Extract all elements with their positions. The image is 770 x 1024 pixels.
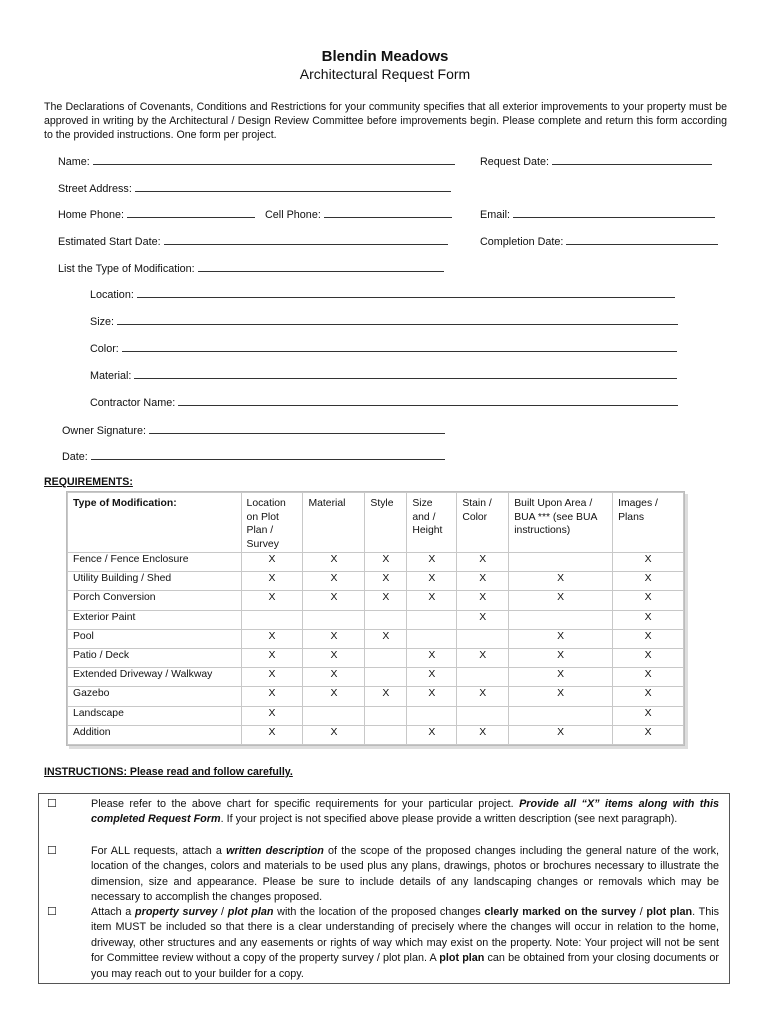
completion-date-field[interactable]: [480, 235, 718, 248]
requirement-cell: X: [613, 687, 684, 706]
instructions-box: [38, 793, 730, 984]
requirement-cell: X: [303, 668, 365, 687]
modification-name: Patio / Deck: [68, 648, 242, 667]
table-row: [68, 610, 684, 629]
requirement-cell: X: [407, 553, 457, 572]
table-row: [68, 648, 684, 667]
request-date-field[interactable]: [480, 155, 712, 168]
material-label: Material:: [90, 370, 132, 382]
modification-name: Porch Conversion: [68, 591, 242, 610]
requirement-cell: X: [407, 591, 457, 610]
requirements-table: [66, 491, 685, 746]
location-label: Location:: [90, 289, 134, 301]
requirement-cell: X: [407, 687, 457, 706]
start-date-label: Estimated Start Date:: [58, 236, 161, 248]
modification-name: Landscape: [68, 706, 242, 725]
requirement-cell: X: [457, 687, 509, 706]
checkbox-1[interactable]: ☐: [47, 798, 57, 810]
modification-name: Exterior Paint: [68, 610, 242, 629]
intro-paragraph: The Declarations of Covenants, Conditions and Restrictions for your community specifies that all exterior improvements to your property must be approved in writing by the Architectural / Design Review Committee before improvements begin. Please complete and return this form according to the provided instructions. One form per project.: [44, 101, 727, 141]
checkbox-2[interactable]: ☐: [47, 845, 57, 857]
requirement-cell: [365, 648, 407, 667]
modification-name: Fence / Fence Enclosure: [68, 553, 242, 572]
owner-signature-field[interactable]: [62, 424, 445, 437]
requirement-cell: [457, 706, 509, 725]
requirement-cell: X: [241, 648, 303, 667]
requirement-cell: X: [613, 725, 684, 744]
email-label: Email:: [480, 209, 510, 221]
requirement-cell: X: [613, 648, 684, 667]
requirement-cell: X: [509, 572, 613, 591]
requirement-cell: X: [241, 725, 303, 744]
requirement-cell: X: [303, 648, 365, 667]
requirement-cell: X: [365, 591, 407, 610]
requirement-cell: X: [613, 572, 684, 591]
requirement-cell: [365, 725, 407, 744]
requirement-cell: X: [365, 553, 407, 572]
size-label: Size:: [90, 316, 115, 328]
modification-name: Utility Building / Shed: [68, 572, 242, 591]
table-row: [68, 572, 684, 591]
requirement-cell: [457, 629, 509, 648]
col-header: Style: [365, 493, 407, 553]
email-field[interactable]: [480, 208, 715, 221]
contractor-field[interactable]: [90, 396, 678, 409]
requirement-cell: X: [407, 648, 457, 667]
requirement-cell: X: [365, 572, 407, 591]
table-row: [68, 668, 684, 687]
color-label: Color:: [90, 343, 119, 355]
col-header: Material: [303, 493, 365, 553]
requirement-cell: X: [613, 629, 684, 648]
contractor-label: Contractor Name:: [90, 397, 176, 409]
requirement-cell: X: [457, 610, 509, 629]
start-date-field[interactable]: [58, 235, 448, 248]
form-title: Blendin Meadows: [321, 48, 449, 65]
requirement-cell: X: [407, 668, 457, 687]
table-row: [68, 687, 684, 706]
date-label: Date:: [62, 451, 88, 463]
requirement-cell: X: [303, 629, 365, 648]
requirement-cell: X: [509, 668, 613, 687]
table-header-row: [68, 493, 684, 553]
requirement-cell: X: [303, 687, 365, 706]
modification-type-label: List the Type of Modification:: [58, 263, 195, 275]
requirement-cell: [303, 610, 365, 629]
color-field[interactable]: [90, 342, 677, 355]
requirement-cell: X: [457, 572, 509, 591]
requirement-cell: X: [303, 553, 365, 572]
requirement-cell: X: [241, 629, 303, 648]
col-header: Type of Modification:: [68, 493, 242, 553]
requirement-cell: X: [509, 687, 613, 706]
requirement-cell: [365, 610, 407, 629]
requirement-cell: X: [407, 572, 457, 591]
instructions-heading: INSTRUCTIONS: Please read and follow carefully.: [44, 766, 293, 778]
requirement-cell: X: [509, 725, 613, 744]
modification-name: Gazebo: [68, 687, 242, 706]
date-field[interactable]: [62, 450, 445, 463]
requirement-cell: X: [303, 725, 365, 744]
table-row: [68, 553, 684, 572]
instruction-paragraph-3: Attach a property survey / plot plan with the location of the proposed changes clearly marked on the survey / plot plan. This item MUST be included so that there is a clear understanding of precisely where the changes will occur in relation to the home, driveway, other structures and any easements or rights of way which may exist on the property. Note: Your project will not be sent for Committee review without a copy of the property survey / plot plan. A plot plan can be obtained from your closing documents or you may reach out to your builder for a copy.: [91, 906, 719, 980]
requirement-cell: X: [241, 553, 303, 572]
table-row: [68, 591, 684, 610]
home-phone-label: Home Phone:: [58, 209, 125, 221]
street-address-field[interactable]: [58, 182, 451, 195]
modification-name: Pool: [68, 629, 242, 648]
requirement-cell: [509, 610, 613, 629]
home-phone-field[interactable]: [58, 208, 255, 221]
requirement-cell: [509, 706, 613, 725]
requirement-cell: X: [241, 687, 303, 706]
material-field[interactable]: [90, 369, 677, 382]
requirement-cell: X: [509, 591, 613, 610]
requirement-cell: [303, 706, 365, 725]
modification-type-field[interactable]: [58, 262, 444, 275]
requirement-cell: [509, 553, 613, 572]
requirement-cell: [407, 629, 457, 648]
requirements-heading: REQUIREMENTS:: [44, 476, 133, 488]
requirement-cell: X: [365, 629, 407, 648]
size-field[interactable]: [90, 315, 678, 328]
requirement-cell: [407, 610, 457, 629]
requirement-cell: X: [613, 553, 684, 572]
requirement-cell: X: [509, 648, 613, 667]
modification-name: Extended Driveway / Walkway: [68, 668, 242, 687]
street-address-label: Street Address:: [58, 183, 132, 195]
col-header: Location on Plot Plan / Survey: [241, 493, 303, 553]
requirement-cell: [365, 668, 407, 687]
requirement-cell: X: [613, 706, 684, 725]
modification-name: Addition: [68, 725, 242, 744]
requirement-cell: [241, 610, 303, 629]
location-field[interactable]: [90, 288, 675, 301]
form-subtitle: Architectural Request Form: [299, 66, 471, 82]
instruction-paragraph-2: For ALL requests, attach a written description of the scope of the proposed changes including the general nature of the work, location of the changes, colors and materials to be used plus any plans, drawings, photos or brochures necessary to illustrate the dimension, size and appearance. Please be sure to include details of any landscaping changes or removals which may be necessary to accomplish the changes proposed.: [91, 845, 719, 904]
col-header: Stain / Color: [457, 493, 509, 553]
col-header: Size and / Height: [407, 493, 457, 553]
requirement-cell: X: [303, 572, 365, 591]
owner-signature-label: Owner Signature:: [62, 425, 147, 437]
requirement-cell: X: [613, 610, 684, 629]
requirement-cell: X: [241, 591, 303, 610]
requirement-cell: X: [241, 668, 303, 687]
requirement-cell: [457, 668, 509, 687]
cell-phone-field[interactable]: [265, 208, 452, 221]
requirement-cell: X: [365, 687, 407, 706]
requirement-cell: X: [407, 725, 457, 744]
requirement-cell: X: [241, 572, 303, 591]
requirement-cell: X: [241, 706, 303, 725]
requirement-cell: X: [457, 553, 509, 572]
requirement-cell: X: [457, 648, 509, 667]
request-date-label: Request Date:: [480, 156, 550, 168]
requirement-cell: X: [457, 725, 509, 744]
requirement-cell: [407, 706, 457, 725]
requirement-cell: X: [457, 591, 509, 610]
requirement-cell: X: [613, 591, 684, 610]
requirement-cell: X: [613, 668, 684, 687]
table-row: [68, 629, 684, 648]
name-field[interactable]: [58, 155, 455, 168]
checkbox-3[interactable]: ☐: [47, 906, 57, 918]
instruction-paragraph-1: Please refer to the above chart for specific requirements for your particular project. Provide all “X” items along with this completed Request Form. If your project is not specified above please provide a written description (see next paragraph).: [91, 798, 719, 826]
col-header: Built Upon Area / BUA *** (see BUA instructions): [509, 493, 613, 553]
col-header: Images / Plans: [613, 493, 684, 553]
table-row: [68, 725, 684, 744]
requirement-cell: [365, 706, 407, 725]
cell-phone-label: Cell Phone:: [265, 209, 321, 221]
name-label: Name:: [58, 156, 90, 168]
table-row: [68, 706, 684, 725]
requirement-cell: X: [509, 629, 613, 648]
requirement-cell: X: [303, 591, 365, 610]
completion-date-label: Completion Date:: [480, 236, 564, 248]
